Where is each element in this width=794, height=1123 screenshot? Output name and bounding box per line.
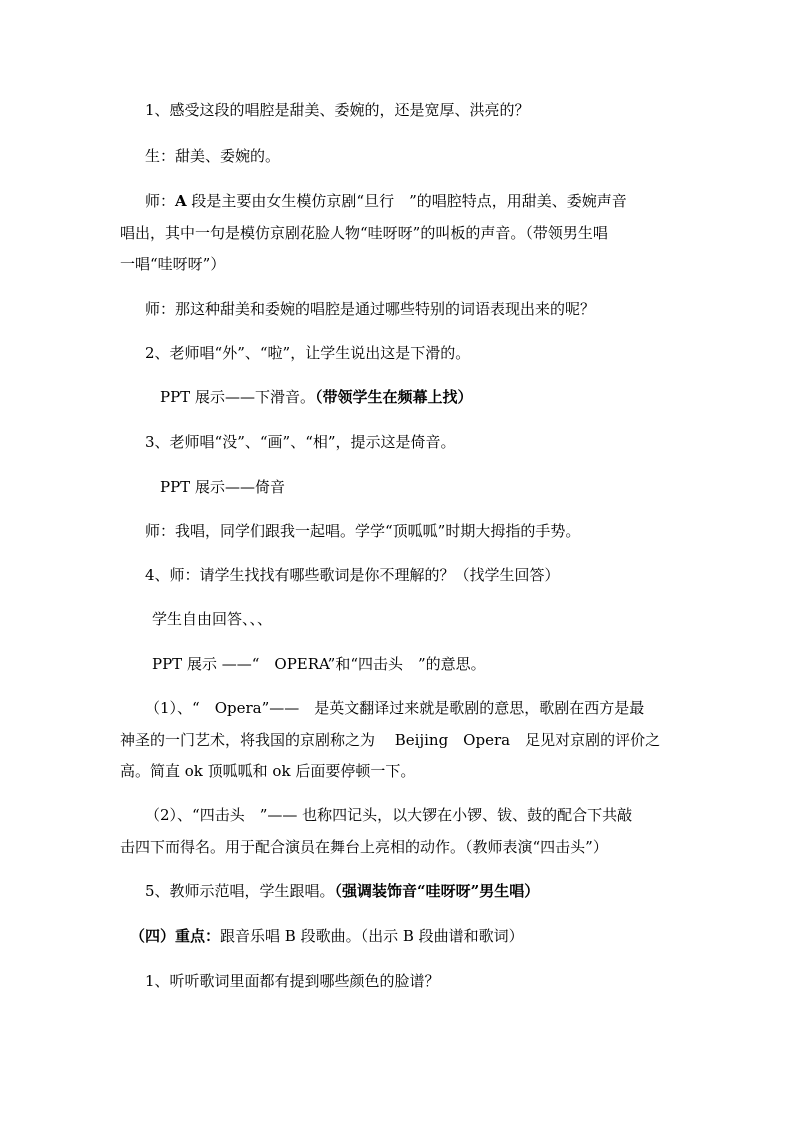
paragraph-student-free [152, 608, 272, 630]
text: 师：我唱，同学们跟我一起唱。学学“顶呱呱”时期大拇指的手势。 [145, 522, 581, 540]
paragraph-step-2 [145, 342, 470, 364]
paragraph-student-answer [145, 145, 280, 167]
text: 生：甜美、委婉的。 [145, 147, 281, 165]
paragraph-item-1-cont [120, 729, 660, 751]
text: 1、听听歌词里面都有提到哪些颜色的脸谱？ [145, 972, 440, 990]
paragraph-ppt-grace [160, 476, 285, 498]
paragraph-teacher-a [145, 190, 627, 212]
paragraph-step-5 [145, 880, 539, 902]
text: 师：那这种甜美和委婉的唱腔是通过哪些特别的词语表现出来的呢？ [145, 300, 596, 318]
paragraph-item-2 [145, 804, 632, 826]
text: 唱出，其中一句是模仿京剧花脸人物“哇呀呀”的叫板的声音。（带领男生唱 [120, 224, 608, 242]
paragraph-teacher-sing [145, 520, 580, 542]
paragraph-item-1 [145, 697, 644, 719]
paragraph-step-3 [145, 431, 456, 453]
text: 1、感受这段的唱腔是甜美、委婉的，还是宽厚、洪亮的？ [145, 101, 530, 119]
bold-text: A [175, 192, 187, 210]
bold-text: （带领学生在频幕上找） [314, 388, 473, 406]
text: 跟音乐唱 B 段歌曲。（出示 B 段曲谱和歌词） [220, 927, 524, 945]
text: 学生自由回答、、、 [152, 610, 273, 628]
text: 神圣的一门艺术，将我国的京剧称之为 Beijing Opera 足见对京剧的评价之 [120, 731, 661, 749]
section-heading: （四）重点： [130, 927, 221, 945]
text: 5、教师示范唱，学生跟唱。 [145, 882, 335, 900]
text: PPT 展示——倚音 [160, 478, 285, 496]
paragraph-ppt-opera [152, 653, 486, 675]
text: 4、师：请学生找找有哪些歌词是你不理解的？（找学生回答） [145, 566, 560, 584]
text: （2）、“四击头 ”—— 也称四记头，以大锣在小锣、钹、鼓的配合下共敲 [145, 806, 633, 824]
paragraph-item-2-cont [120, 836, 608, 858]
paragraph-teacher-a-cont2 [120, 253, 225, 275]
paragraph-ppt-glide [160, 386, 472, 408]
text: 师： [145, 192, 176, 210]
text: 段是主要由女生模仿京剧“旦行 ”的唱腔特点，用甜美、委婉声音 [186, 192, 627, 210]
text: PPT 展示——下滑音。 [160, 388, 315, 406]
text: PPT 展示 ——“ OPERA”和“四击头 ”的意思。 [152, 655, 486, 673]
text: （1）、“ Opera”—— 是英文翻译过来就是歌剧的意思，歌剧在西方是最 [145, 699, 645, 717]
paragraph-question-1 [145, 99, 530, 121]
bold-text: （强调装饰音“哇呀呀”男生唱） [334, 882, 540, 900]
text: 高。简直 ok 顶呱呱和 ok 后面要停顿一下。 [120, 762, 416, 780]
paragraph-listen-question [145, 970, 440, 992]
text: 击四下而得名。用于配合演员在舞台上亮相的动作。（教师表演“四击头”） [120, 838, 608, 856]
paragraph-item-1-cont2 [120, 760, 415, 782]
paragraph-section-4 [130, 925, 524, 947]
text: 一唱“哇呀呀”） [120, 255, 226, 273]
paragraph-teacher-a-cont [120, 222, 608, 244]
paragraph-step-4 [145, 564, 560, 586]
text: 2、老师唱“外”、“啦”，让学生说出这是下滑的。 [145, 344, 471, 362]
paragraph-teacher-question [145, 298, 595, 320]
text: 3、老师唱“没”、“画”、“相”，提示这是倚音。 [145, 433, 456, 451]
